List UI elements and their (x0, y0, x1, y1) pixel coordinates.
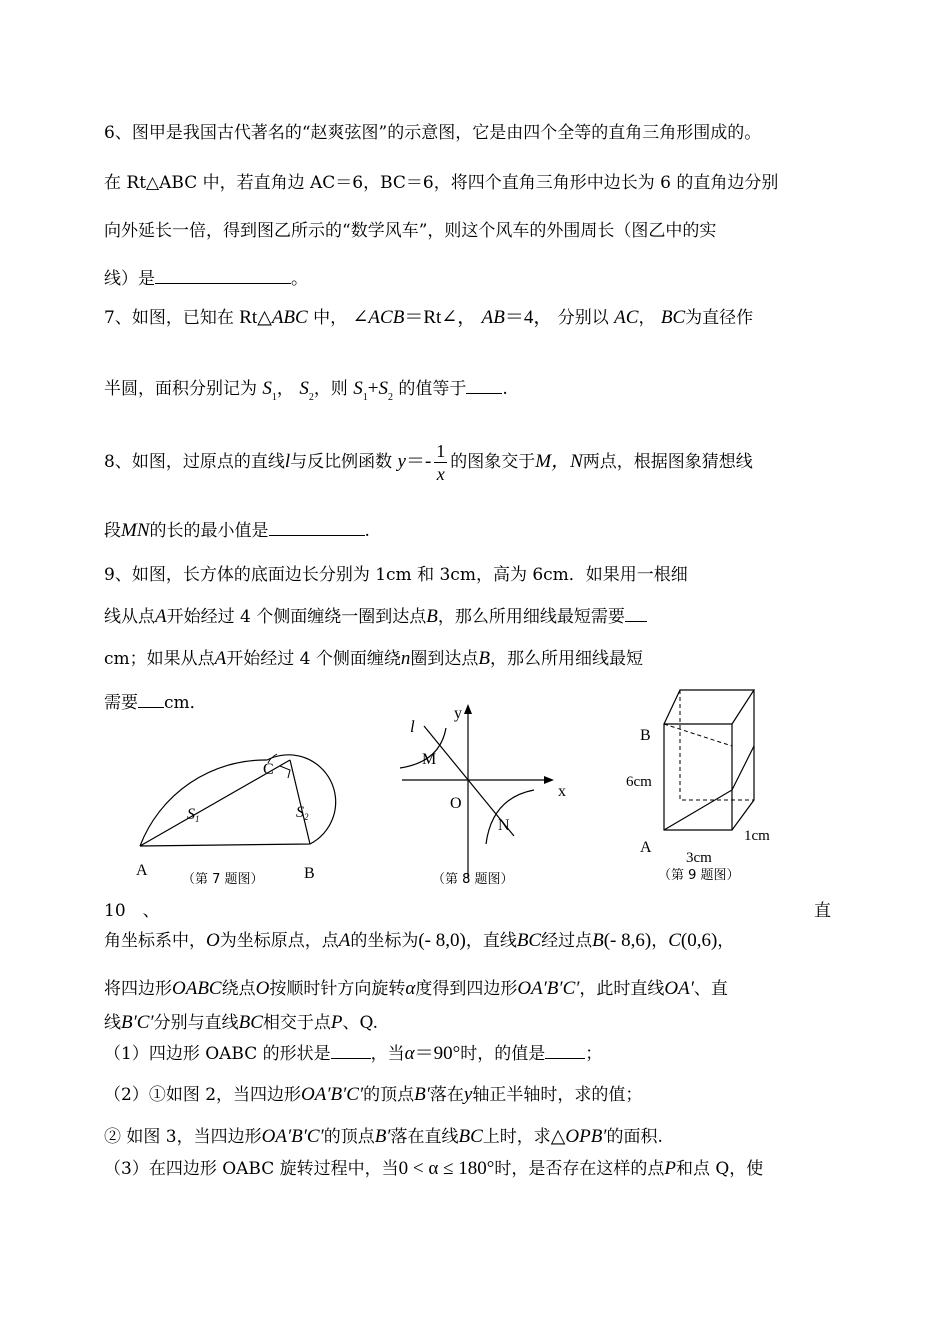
q7-line-1 (104, 302, 753, 329)
fig9-caption: （第 9 题图） (658, 868, 740, 883)
q9-point-b: B (426, 606, 438, 627)
q10-range: 0 < α ≤ 180° (398, 1158, 495, 1179)
q7-line-2 (104, 374, 508, 403)
q8-text: 的图象交于 (450, 452, 536, 472)
q7-angle: ∠ACB (352, 307, 405, 328)
q7-text: ，则 (313, 379, 348, 399)
q7-text: 为直径作 (685, 308, 754, 328)
q8-eq: ＝- (405, 451, 432, 472)
fig7-caption: （第 7 题图） (182, 872, 264, 887)
q10-number: 10 、 (104, 901, 160, 921)
q10-line-4: 线B′C′分别与直线BC相交于点P、Q. (104, 1012, 378, 1033)
q7-ab: AB (481, 307, 505, 328)
q7-text: 半圆，面积分别记为 (104, 379, 257, 399)
q8-text: 段 (104, 521, 121, 541)
fig7-label-s1: S1 (187, 806, 200, 824)
fig8-label-y: y (454, 705, 462, 722)
figure-7 (120, 720, 360, 890)
q7-s2: $S_2$ (299, 378, 314, 403)
q10-zhi: 直 (814, 901, 831, 921)
q10-answer-blank-1[interactable] (331, 1042, 371, 1059)
q9-line-3: cm；如果从点A开始经过 4 个侧面缠绕n圈到达点B，那么所用细线最短 (104, 648, 643, 669)
q10-coord-a: (- 8,0) (418, 930, 466, 951)
q6-line-2: 在 Rt△ABC 中，若直角边 AC＝6，BC＝6，将四个直角三角形中边长为 6 的直角边分别 (104, 173, 779, 193)
fig7-label-a: A (136, 862, 148, 879)
fig7-label-s2: S2 (296, 804, 309, 822)
fig8-caption: （第 8 题图） (432, 872, 514, 887)
q10-part-2-1: （2）①如图 2，当四边形OA′B′C′的顶点B′落在y轴正半轴时，求的值； (104, 1084, 643, 1105)
fig7-label-c: C (263, 761, 274, 778)
q7-triangle-symbol: △ (257, 307, 272, 328)
q7-text: 中， (313, 308, 348, 328)
q10-coord-c: (0,6) (680, 930, 718, 951)
q6-text-end: 。 (291, 269, 308, 289)
q9-point-a: A (155, 606, 167, 627)
fig9-label-height: 6cm (626, 774, 652, 790)
fig9-label-width: 1cm (744, 828, 770, 844)
fig8-label-x: x (558, 783, 566, 800)
q10-part-3: （3）在四边形 OABC 旋转过程中，当0 < α ≤ 180°时，是否存在这样的点P和点 Q，使 (104, 1158, 764, 1179)
q9-n: n (400, 648, 411, 669)
fig9-label-a: A (640, 839, 652, 856)
fig8-label-l: l (410, 717, 415, 736)
q7-comma: ， (276, 379, 294, 399)
q9-answer-blank-1[interactable] (625, 605, 647, 622)
q7-comma: ， (638, 308, 656, 328)
q10-line-2: 角坐标系中，O为坐标原点，点A的坐标为(- 8,0)，直线BC经过点B(- 8,6)，C(0,6)， (104, 930, 735, 951)
q8-fraction: $\frac{1}{x}$ (436, 441, 446, 484)
q6-line-1: 6、图甲是我国古代著名的“赵爽弦图”的示意图，它是由四个全等的直角三角形围成的。 (104, 123, 762, 143)
q7-text: 7、如图，已知在 (104, 308, 234, 328)
q9-line-1: 9、如图，长方体的底面边长分别为 1cm 和 3cm，高为 6cm．如果用一根细 (104, 565, 688, 585)
figure-8 (392, 700, 582, 890)
q7-ac: AC (614, 307, 639, 328)
q9-line-2: 线从点A开始经过 4 个侧面缠绕一圈到达点B，那么所用细线最短需要 (104, 602, 647, 628)
q8-answer-blank[interactable] (269, 519, 365, 536)
q7-eq: ＝Rt∠， (404, 307, 477, 328)
q8-line-2 (104, 516, 370, 542)
q8-l: l (284, 451, 291, 472)
q7-text: 分别以 (557, 308, 609, 328)
q8-line-1 (104, 440, 753, 485)
fig8-label-m: M (422, 751, 437, 768)
q6-text: 线）是 (104, 269, 155, 289)
q10-part-2-2: ② 如图 3，当四边形OA′B′C′的顶点B′落在直线BC上时，求△OPB′的面积. (104, 1126, 663, 1147)
q10-part-1: （1）四边形 OABC 的形状是 ，当α＝90°时，的值是 ； (104, 1043, 603, 1064)
q6-answer-blank[interactable] (155, 267, 291, 284)
q8-text: 的长的最小值是 (149, 521, 269, 541)
q7-eq4: ＝4， (504, 307, 553, 328)
q7-rt: Rt (239, 307, 258, 328)
q7-plus: + (367, 378, 379, 399)
q7-abc: ABC (271, 307, 308, 328)
q7-answer-blank[interactable] (466, 377, 502, 394)
q9-answer-blank-2[interactable] (138, 691, 164, 708)
q7-s1: $S_1$ (353, 378, 368, 403)
q6-line-3: 向外延长一倍，得到图乙所示的“数学风车”，则这个风车的外围周长（图乙中的实 (104, 221, 717, 241)
q9-line-4: 需要 cm． (104, 693, 207, 713)
q8-text: 两点，根据图象猜想线 (582, 452, 753, 472)
fig9-label-depth: 3cm (686, 850, 712, 866)
q8-mn: M，N (535, 451, 583, 472)
q10-answer-blank-2[interactable] (545, 1042, 585, 1059)
q8-text: 与反比例函数 (290, 452, 393, 472)
q8-mn: MN (121, 520, 150, 541)
q7-s1: $S_1$ (262, 378, 277, 403)
figure-9 (620, 684, 790, 884)
q10-line-3: 将四边形OABC绕点O按顺时针方向旋转α度得到四边形OA′B′C′，此时直线OA′、直 (104, 978, 728, 999)
q7-bc: BC (660, 307, 686, 328)
q7-s2: $S_2$ (378, 378, 393, 403)
q7-text: 的值等于 (398, 379, 467, 399)
q6-line-4 (104, 264, 308, 289)
fig8-label-n: N (498, 817, 510, 834)
q8-text-end: . (364, 521, 370, 541)
fig9-label-b: B (640, 727, 651, 744)
fig8-label-o: O (450, 795, 462, 812)
fig7-label-b: B (304, 865, 315, 882)
q10-coord-b: (- 8,6) (603, 930, 652, 951)
q7-text-end: . (502, 379, 508, 399)
q8-text: 8、如图，过原点的直线 (104, 452, 285, 472)
q8-y: y (397, 451, 406, 472)
